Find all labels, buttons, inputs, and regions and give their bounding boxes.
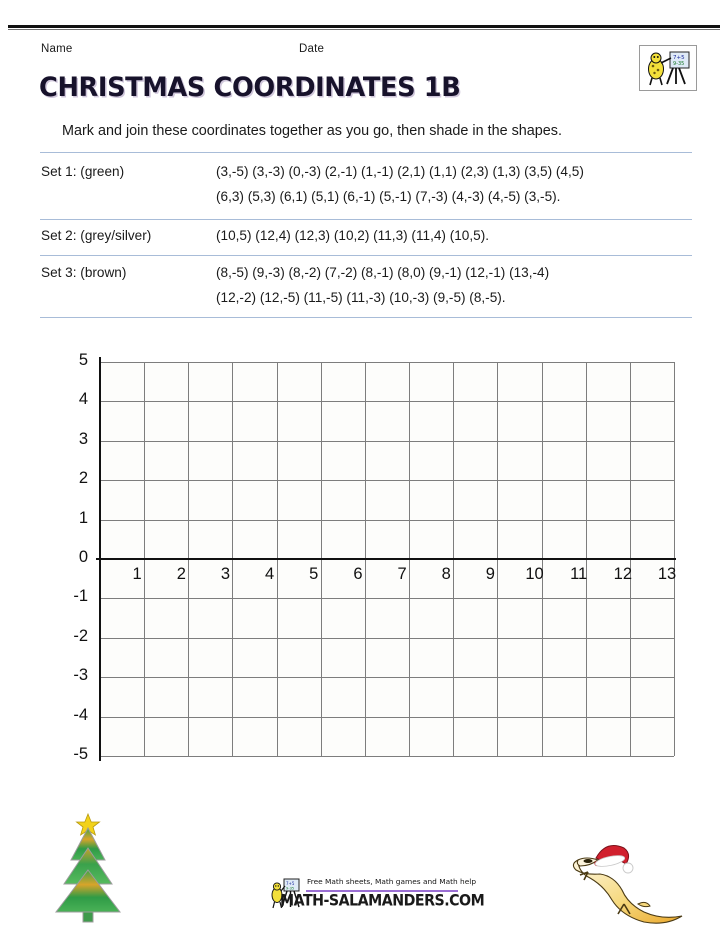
gridline-horizontal	[100, 480, 674, 481]
y-tick-label: -3	[73, 666, 88, 685]
divider-rule	[40, 219, 692, 220]
y-tick-label: 2	[78, 469, 88, 488]
set-1-label: Set 1: (green)	[41, 164, 125, 179]
coordinate-grid	[73, 351, 677, 763]
y-tick-label: -2	[73, 626, 88, 645]
set-2-coordinates-line-1: (10,5) (12,4) (12,3) (10,2) (11,3) (11,4) (10,5).	[216, 228, 489, 243]
page-top-border	[8, 25, 720, 28]
instruction-text: Mark and join these coordinates together as you go, then shade in the shapes.	[62, 123, 563, 139]
svg-text:9-35: 9-35	[286, 886, 295, 891]
christmas-tree-icon	[48, 808, 128, 926]
gridline-horizontal	[100, 362, 674, 363]
y-tick-label: -5	[73, 745, 88, 763]
x-tick-label: 9	[485, 565, 495, 583]
page-title: CHRISTMAS COORDINATES 1B	[39, 72, 461, 103]
x-tick-label: 7	[397, 565, 407, 583]
santa-salamander-icon	[566, 842, 690, 938]
set-1-coordinates-line-1: (3,-5) (3,-3) (0,-3) (2,-1) (1,-1) (2,1) (1,1) (2,3) (1,3) (3,5) (4,5)	[216, 164, 584, 179]
set-3-label: Set 3: (brown)	[41, 265, 127, 280]
x-tick-label: 12	[613, 565, 633, 583]
x-tick-label: 8	[441, 565, 451, 583]
gridline-horizontal	[100, 598, 674, 599]
x-tick-label: 2	[176, 565, 186, 583]
gridline-horizontal	[100, 638, 674, 639]
y-tick-label: 1	[78, 508, 88, 527]
footer-domain: MATH-SALAMANDERS.COM	[280, 892, 485, 910]
set-3-coordinates-line-2: (12,-2) (12,-5) (11,-5) (11,-3) (10,-3) (9,-5) (8,-5).	[216, 290, 506, 305]
footer-logo	[270, 876, 485, 918]
page-top-border-thin	[8, 29, 720, 30]
x-tick-label: 11	[570, 565, 588, 583]
divider-rule	[40, 317, 692, 318]
gridline-horizontal	[100, 520, 674, 521]
set-3-coordinates-line-1: (8,-5) (9,-3) (8,-2) (7,-2) (8,-1) (8,0) (9,-1) (12,-1) (13,-4)	[216, 265, 550, 280]
x-tick-label: 10	[525, 565, 544, 583]
svg-text:9-35: 9-35	[673, 61, 685, 67]
x-tick-label: 5	[309, 565, 319, 583]
x-axis-line	[96, 558, 676, 561]
divider-rule	[40, 255, 692, 256]
x-tick-label: 3	[220, 565, 231, 583]
gridline-horizontal	[100, 717, 674, 718]
date-field-label: Date	[299, 43, 325, 55]
gridline-horizontal	[100, 677, 674, 678]
set-2-label: Set 2: (grey/silver)	[41, 228, 152, 243]
y-tick-label: -4	[73, 705, 88, 724]
y-tick-label: 0	[78, 548, 88, 566]
x-tick-label: 13	[657, 565, 677, 583]
divider-rule	[40, 152, 692, 153]
svg-text:7+5: 7+5	[286, 881, 295, 886]
name-field-label: Name	[41, 43, 73, 55]
y-axis-line	[99, 357, 102, 761]
y-tick-label: 3	[78, 429, 88, 448]
gridline-horizontal	[100, 401, 674, 402]
svg-text:7+5: 7+5	[673, 55, 685, 61]
salamander-teacher-logo-icon	[639, 45, 697, 91]
y-tick-label: -1	[73, 587, 88, 606]
footer-tagline: Free Math sheets, Math games and Math help	[307, 877, 477, 886]
set-1-coordinates-line-2: (6,3) (5,3) (6,1) (5,1) (6,-1) (5,-1) (7,-3) (4,-3) (4,-5) (3,-5).	[216, 189, 561, 204]
gridline-horizontal	[100, 441, 674, 442]
x-tick-label: 1	[132, 565, 142, 583]
y-tick-label: 4	[78, 390, 88, 409]
x-tick-label: 4	[265, 565, 275, 583]
x-tick-label: 6	[353, 565, 363, 583]
y-tick-label: 5	[78, 351, 88, 369]
gridline-horizontal	[100, 756, 674, 757]
